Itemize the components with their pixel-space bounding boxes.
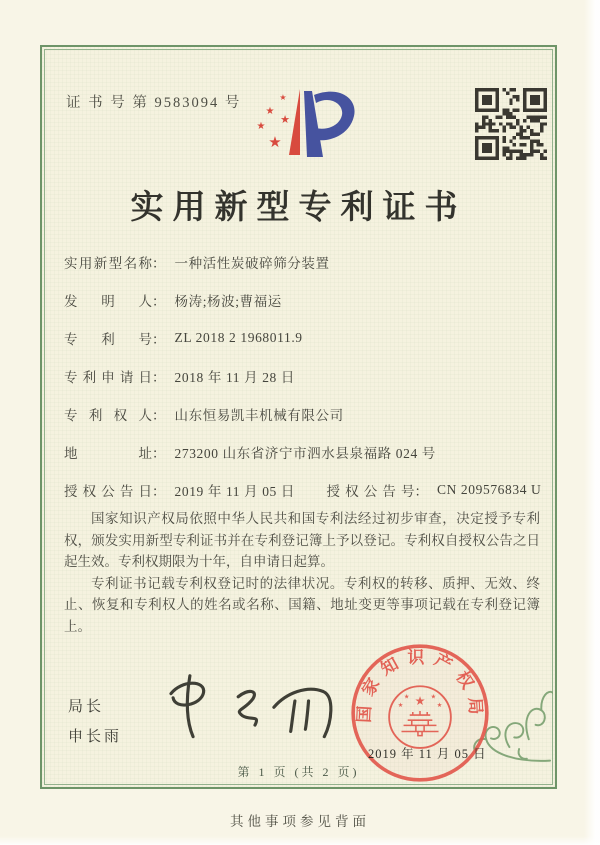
svg-text:★: ★ xyxy=(268,133,282,151)
field-label: 实用新型名称 xyxy=(64,256,152,271)
svg-text:★: ★ xyxy=(279,93,287,102)
field-colon: ： xyxy=(152,408,166,423)
certificate-title: 实用新型专利证书 xyxy=(130,190,467,226)
svg-text:★: ★ xyxy=(265,106,275,117)
seal-agency-text: 国家知识产权局 xyxy=(354,648,486,724)
field-row-name xyxy=(64,243,542,281)
field-colon: ： xyxy=(152,332,166,347)
scan-edge xyxy=(0,836,600,845)
signer-title: 局长 xyxy=(68,699,105,715)
certificate-number: 证 书 号 第 9583094 号 xyxy=(66,95,242,111)
field-value: 山东恒易凯丰机械有限公司 xyxy=(174,408,344,423)
qr-code xyxy=(475,88,547,160)
director-signature xyxy=(150,665,360,760)
signer-name: 申长雨 xyxy=(68,729,123,745)
field-colon: ： xyxy=(152,370,166,385)
field-label: 专利号 xyxy=(64,332,152,347)
legal-text xyxy=(64,508,540,637)
field-row-filing-date xyxy=(64,357,542,395)
field-label: 地址 xyxy=(64,446,152,461)
field-colon: ： xyxy=(152,484,166,499)
field-colon: ： xyxy=(152,294,166,309)
field-row-inventors xyxy=(64,281,542,319)
grant-date-label: 授权公告日 xyxy=(64,484,152,499)
svg-text:★: ★ xyxy=(414,693,426,708)
body-paragraph: 国家知识产权局依照中华人民共和国专利法经过初步审查，决定授予专利权，颁发实用新型专利证书并在专利登记簿上予以登记。专利权自授权公告之日起生效。专利权期限为十年，自申请日起算。 xyxy=(64,511,540,569)
svg-text:★: ★ xyxy=(430,693,437,701)
field-label: 发明人 xyxy=(64,294,152,309)
field-colon: ： xyxy=(152,256,166,271)
grant-no-label: 授权公告号 xyxy=(326,484,415,499)
svg-text:★: ★ xyxy=(403,693,410,701)
svg-text:★: ★ xyxy=(397,701,404,709)
field-row-address xyxy=(64,433,542,471)
signer-block xyxy=(68,692,122,752)
svg-text:★: ★ xyxy=(280,113,290,126)
field-value: 杨涛;杨波;曹福运 xyxy=(174,294,282,309)
page-indicator: 第 1 页 (共 2 页) xyxy=(237,765,360,779)
field-label: 专利权人 xyxy=(64,408,152,423)
seal-date: 2019 年 11 月 05 日 xyxy=(368,747,487,761)
field-colon: ： xyxy=(152,446,166,461)
field-colon: ： xyxy=(414,484,428,499)
grant-no-value: CN 209576834 U xyxy=(437,482,542,497)
field-value: ZL 2018 2 1968011.9 xyxy=(174,330,303,345)
certificate-frame xyxy=(40,45,557,789)
field-row-patentee xyxy=(64,395,542,433)
svg-text:★: ★ xyxy=(256,121,266,132)
grant-row xyxy=(64,471,542,509)
field-list xyxy=(64,243,542,509)
scan-edge xyxy=(584,0,600,845)
back-note: 其他事项参见背面 xyxy=(230,814,370,829)
official-seal-icon xyxy=(348,641,492,785)
field-label: 专利申请日 xyxy=(64,370,152,385)
svg-text:★: ★ xyxy=(436,701,443,709)
field-value: 2018 年 11 月 28 日 xyxy=(174,370,295,385)
field-row-patent-no xyxy=(64,319,542,357)
grant-date-value: 2019 年 11 月 05 日 xyxy=(174,484,295,499)
cnipa-logo-icon xyxy=(230,81,370,187)
field-value: 273200 山东省济宁市泗水县泉福路 024 号 xyxy=(174,446,436,461)
field-value: 一种活性炭破碎筛分装置 xyxy=(174,256,330,271)
body-paragraph: 专利证书记载专利权登记时的法律状况。专利权的转移、质押、无效、终止、恢复和专利权人的姓名或名称、国籍、地址变更等事项记载在专利登记簿上。 xyxy=(64,575,540,634)
